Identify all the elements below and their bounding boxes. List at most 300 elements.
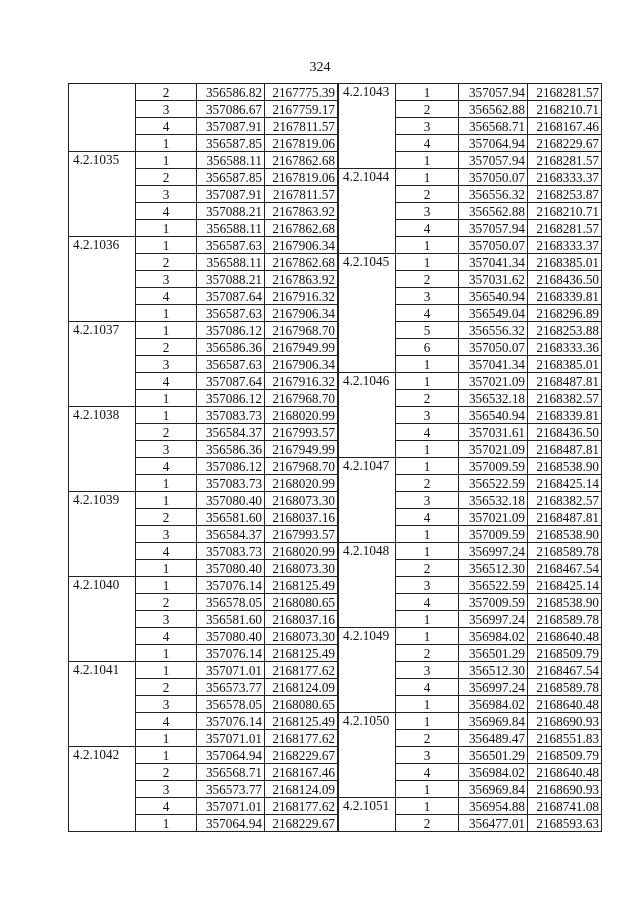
x-coordinate: 357076.14 <box>197 645 265 662</box>
x-coordinate: 357064.94 <box>197 815 265 832</box>
y-coordinate: 2168385.01 <box>528 254 602 271</box>
y-coordinate: 2168177.62 <box>265 730 338 747</box>
table-row <box>69 322 338 339</box>
y-coordinate: 2168538.90 <box>528 594 602 611</box>
parcel-id: 4.2.1041 <box>69 662 136 747</box>
x-coordinate: 356540.94 <box>459 288 528 305</box>
point-number: 3 <box>396 662 459 679</box>
point-number: 3 <box>396 747 459 764</box>
parcel-id: 4.2.1051 <box>339 798 396 832</box>
x-coordinate: 356586.82 <box>197 84 265 101</box>
x-coordinate: 356562.88 <box>459 101 528 118</box>
point-number: 1 <box>136 305 197 322</box>
parcel-id: 4.2.1050 <box>339 713 396 798</box>
point-number: 1 <box>136 390 197 407</box>
x-coordinate: 356549.04 <box>459 305 528 322</box>
y-coordinate: 2167862.68 <box>265 152 338 169</box>
point-number: 2 <box>396 186 459 203</box>
x-coordinate: 356578.05 <box>197 696 265 713</box>
x-coordinate: 357087.64 <box>197 288 265 305</box>
y-coordinate: 2167775.39 <box>265 84 338 101</box>
x-coordinate: 357071.01 <box>197 662 265 679</box>
x-coordinate: 356556.32 <box>459 322 528 339</box>
x-coordinate: 356984.02 <box>459 696 528 713</box>
y-coordinate: 2168177.62 <box>265 662 338 679</box>
x-coordinate: 356954.88 <box>459 798 528 815</box>
point-number: 1 <box>136 322 197 339</box>
point-number: 4 <box>396 220 459 237</box>
point-number: 4 <box>136 458 197 475</box>
point-number: 4 <box>136 628 197 645</box>
point-number: 3 <box>396 288 459 305</box>
x-coordinate: 356997.24 <box>459 543 528 560</box>
y-coordinate: 2168125.49 <box>265 645 338 662</box>
x-coordinate: 356584.37 <box>197 424 265 441</box>
parcel-id: 4.2.1048 <box>339 543 396 628</box>
x-coordinate: 356969.84 <box>459 781 528 798</box>
y-coordinate: 2168589.78 <box>528 611 602 628</box>
table-row <box>69 747 338 764</box>
point-number: 2 <box>136 679 197 696</box>
point-number: 1 <box>136 560 197 577</box>
point-number: 6 <box>396 339 459 356</box>
point-number: 4 <box>396 594 459 611</box>
y-coordinate: 2168382.57 <box>528 492 602 509</box>
x-coordinate: 356587.63 <box>197 356 265 373</box>
y-coordinate: 2168333.37 <box>528 237 602 254</box>
x-coordinate: 356512.30 <box>459 662 528 679</box>
parcel-id: 4.2.1045 <box>339 254 396 373</box>
y-coordinate: 2168281.57 <box>528 152 602 169</box>
y-coordinate: 2168281.57 <box>528 220 602 237</box>
x-coordinate: 356573.77 <box>197 679 265 696</box>
x-coordinate: 356586.36 <box>197 441 265 458</box>
point-number: 3 <box>396 407 459 424</box>
x-coordinate: 357021.09 <box>459 509 528 526</box>
x-coordinate: 357050.07 <box>459 237 528 254</box>
table-row <box>339 169 602 186</box>
point-number: 1 <box>396 526 459 543</box>
point-number: 1 <box>396 84 459 101</box>
x-coordinate: 357064.94 <box>459 135 528 152</box>
y-coordinate: 2167906.34 <box>265 356 338 373</box>
y-coordinate: 2168073.30 <box>265 628 338 645</box>
point-number: 1 <box>396 628 459 645</box>
parcel-id: 4.2.1049 <box>339 628 396 713</box>
point-number: 1 <box>396 237 459 254</box>
x-coordinate: 357076.14 <box>197 577 265 594</box>
point-number: 3 <box>136 101 197 118</box>
x-coordinate: 357087.91 <box>197 186 265 203</box>
y-coordinate: 2168382.57 <box>528 390 602 407</box>
table-row <box>69 577 338 594</box>
x-coordinate: 357031.61 <box>459 424 528 441</box>
point-number: 4 <box>136 373 197 390</box>
point-number: 4 <box>136 203 197 220</box>
x-coordinate: 357009.59 <box>459 594 528 611</box>
y-coordinate: 2168487.81 <box>528 441 602 458</box>
y-coordinate: 2168690.93 <box>528 781 602 798</box>
parcel-id: 4.2.1039 <box>69 492 136 577</box>
y-coordinate: 2167906.34 <box>265 237 338 254</box>
y-coordinate: 2168073.30 <box>265 492 338 509</box>
x-coordinate: 356969.84 <box>459 713 528 730</box>
x-coordinate: 356587.85 <box>197 135 265 152</box>
point-number: 1 <box>136 815 197 832</box>
x-coordinate: 357009.59 <box>459 458 528 475</box>
x-coordinate: 356578.05 <box>197 594 265 611</box>
point-number: 4 <box>396 679 459 696</box>
y-coordinate: 2167993.57 <box>265 424 338 441</box>
y-coordinate: 2168436.50 <box>528 424 602 441</box>
x-coordinate: 357080.40 <box>197 560 265 577</box>
table-row <box>339 798 602 815</box>
y-coordinate: 2168487.81 <box>528 373 602 390</box>
x-coordinate: 356997.24 <box>459 611 528 628</box>
x-coordinate: 356587.63 <box>197 305 265 322</box>
y-coordinate: 2168538.90 <box>528 458 602 475</box>
y-coordinate: 2168037.16 <box>265 509 338 526</box>
point-number: 1 <box>396 543 459 560</box>
y-coordinate: 2167949.99 <box>265 339 338 356</box>
y-coordinate: 2168229.67 <box>265 747 338 764</box>
parcel-id: 4.2.1038 <box>69 407 136 492</box>
x-coordinate: 356587.85 <box>197 169 265 186</box>
y-coordinate: 2167968.70 <box>265 322 338 339</box>
y-coordinate: 2168487.81 <box>528 509 602 526</box>
x-coordinate: 357086.12 <box>197 322 265 339</box>
y-coordinate: 2168589.78 <box>528 543 602 560</box>
x-coordinate: 356522.59 <box>459 577 528 594</box>
x-coordinate: 357041.34 <box>459 254 528 271</box>
y-coordinate: 2168167.46 <box>265 764 338 781</box>
x-coordinate: 357057.94 <box>459 220 528 237</box>
x-coordinate: 356556.32 <box>459 186 528 203</box>
parcel-id: 4.2.1037 <box>69 322 136 407</box>
y-coordinate: 2168167.46 <box>528 118 602 135</box>
table-row <box>69 492 338 509</box>
point-number: 3 <box>136 271 197 288</box>
point-number: 1 <box>136 645 197 662</box>
table-row <box>69 662 338 679</box>
y-coordinate: 2167811.57 <box>265 186 338 203</box>
parcel-id: 4.2.1043 <box>339 84 396 169</box>
x-coordinate: 357071.01 <box>197 798 265 815</box>
coordinates-table-right <box>338 83 602 832</box>
point-number: 2 <box>396 271 459 288</box>
x-coordinate: 357086.12 <box>197 458 265 475</box>
y-coordinate: 2168551.83 <box>528 730 602 747</box>
x-coordinate: 356984.02 <box>459 628 528 645</box>
y-coordinate: 2167906.34 <box>265 305 338 322</box>
table-row <box>339 84 602 101</box>
y-coordinate: 2167863.92 <box>265 203 338 220</box>
x-coordinate: 357050.07 <box>459 169 528 186</box>
y-coordinate: 2167862.68 <box>265 254 338 271</box>
x-coordinate: 356512.30 <box>459 560 528 577</box>
point-number: 2 <box>396 560 459 577</box>
parcel-id: 4.2.1047 <box>339 458 396 543</box>
y-coordinate: 2167759.17 <box>265 101 338 118</box>
x-coordinate: 356568.71 <box>197 764 265 781</box>
x-coordinate: 356489.47 <box>459 730 528 747</box>
point-number: 2 <box>396 390 459 407</box>
point-number: 2 <box>136 594 197 611</box>
point-number: 1 <box>396 441 459 458</box>
point-number: 2 <box>136 764 197 781</box>
y-coordinate: 2168080.65 <box>265 696 338 713</box>
x-coordinate: 356581.60 <box>197 509 265 526</box>
point-number: 1 <box>136 135 197 152</box>
point-number: 3 <box>396 203 459 220</box>
x-coordinate: 356532.18 <box>459 492 528 509</box>
point-number: 3 <box>396 577 459 594</box>
table-row <box>69 237 338 254</box>
point-number: 1 <box>136 220 197 237</box>
y-coordinate: 2168467.54 <box>528 560 602 577</box>
point-number: 1 <box>396 611 459 628</box>
y-coordinate: 2168253.87 <box>528 186 602 203</box>
y-coordinate: 2167968.70 <box>265 390 338 407</box>
point-number: 4 <box>396 764 459 781</box>
x-coordinate: 357087.91 <box>197 118 265 135</box>
point-number: 1 <box>396 781 459 798</box>
point-number: 3 <box>396 118 459 135</box>
x-coordinate: 356581.60 <box>197 611 265 628</box>
point-number: 1 <box>396 798 459 815</box>
point-number: 3 <box>396 492 459 509</box>
x-coordinate: 356540.94 <box>459 407 528 424</box>
parcel-id: 4.2.1044 <box>339 169 396 254</box>
parcel-id: 4.2.1036 <box>69 237 136 322</box>
y-coordinate: 2168509.79 <box>528 747 602 764</box>
point-number: 3 <box>136 441 197 458</box>
y-coordinate: 2167819.06 <box>265 135 338 152</box>
y-coordinate: 2168229.67 <box>528 135 602 152</box>
x-coordinate: 357086.67 <box>197 101 265 118</box>
y-coordinate: 2168124.09 <box>265 679 338 696</box>
y-coordinate: 2168593.63 <box>528 815 602 832</box>
x-coordinate: 357057.94 <box>459 152 528 169</box>
y-coordinate: 2167968.70 <box>265 458 338 475</box>
x-coordinate: 357050.07 <box>459 339 528 356</box>
y-coordinate: 2168640.48 <box>528 696 602 713</box>
table-row <box>339 254 602 271</box>
parcel-id: 4.2.1040 <box>69 577 136 662</box>
y-coordinate: 2168020.99 <box>265 475 338 492</box>
point-number: 1 <box>396 152 459 169</box>
x-coordinate: 357076.14 <box>197 713 265 730</box>
x-coordinate: 357087.64 <box>197 373 265 390</box>
y-coordinate: 2168333.36 <box>528 339 602 356</box>
table-row <box>69 84 338 101</box>
y-coordinate: 2167863.92 <box>265 271 338 288</box>
point-number: 1 <box>136 492 197 509</box>
x-coordinate: 357088.21 <box>197 271 265 288</box>
x-coordinate: 357064.94 <box>197 747 265 764</box>
point-number: 3 <box>136 611 197 628</box>
x-coordinate: 356522.59 <box>459 475 528 492</box>
point-number: 1 <box>136 152 197 169</box>
y-coordinate: 2168125.49 <box>265 713 338 730</box>
y-coordinate: 2168177.62 <box>265 798 338 815</box>
point-number: 1 <box>136 577 197 594</box>
point-number: 1 <box>396 356 459 373</box>
x-coordinate: 357080.40 <box>197 628 265 645</box>
y-coordinate: 2168425.14 <box>528 475 602 492</box>
point-number: 4 <box>136 118 197 135</box>
point-number: 2 <box>396 645 459 662</box>
x-coordinate: 356501.29 <box>459 645 528 662</box>
y-coordinate: 2167811.57 <box>265 118 338 135</box>
y-coordinate: 2168125.49 <box>265 577 338 594</box>
y-coordinate: 2168229.67 <box>265 815 338 832</box>
point-number: 1 <box>396 713 459 730</box>
y-coordinate: 2168467.54 <box>528 662 602 679</box>
x-coordinate: 356588.11 <box>197 254 265 271</box>
y-coordinate: 2168073.30 <box>265 560 338 577</box>
parcel-id: 4.2.1035 <box>69 152 136 237</box>
x-coordinate: 357086.12 <box>197 390 265 407</box>
y-coordinate: 2168020.99 <box>265 407 338 424</box>
point-number: 4 <box>136 713 197 730</box>
table-row <box>339 543 602 560</box>
table-row <box>339 458 602 475</box>
point-number: 1 <box>396 696 459 713</box>
y-coordinate: 2168210.71 <box>528 101 602 118</box>
y-coordinate: 2168333.37 <box>528 169 602 186</box>
x-coordinate: 356586.36 <box>197 339 265 356</box>
y-coordinate: 2167916.32 <box>265 288 338 305</box>
parcel-id: 4.2.1042 <box>69 747 136 832</box>
y-coordinate: 2168538.90 <box>528 526 602 543</box>
y-coordinate: 2168339.81 <box>528 288 602 305</box>
x-coordinate: 356562.88 <box>459 203 528 220</box>
point-number: 4 <box>136 798 197 815</box>
point-number: 4 <box>396 424 459 441</box>
y-coordinate: 2168339.81 <box>528 407 602 424</box>
table-row <box>339 628 602 645</box>
table-row <box>339 373 602 390</box>
x-coordinate: 357083.73 <box>197 543 265 560</box>
point-number: 3 <box>136 781 197 798</box>
point-number: 2 <box>396 475 459 492</box>
point-number: 2 <box>136 254 197 271</box>
y-coordinate: 2167819.06 <box>265 169 338 186</box>
x-coordinate: 357083.73 <box>197 475 265 492</box>
y-coordinate: 2168436.50 <box>528 271 602 288</box>
x-coordinate: 357021.09 <box>459 441 528 458</box>
x-coordinate: 356573.77 <box>197 781 265 798</box>
y-coordinate: 2168037.16 <box>265 611 338 628</box>
x-coordinate: 357071.01 <box>197 730 265 747</box>
x-coordinate: 356477.01 <box>459 815 528 832</box>
point-number: 1 <box>136 475 197 492</box>
point-number: 1 <box>136 407 197 424</box>
y-coordinate: 2168690.93 <box>528 713 602 730</box>
x-coordinate: 357009.59 <box>459 526 528 543</box>
x-coordinate: 356532.18 <box>459 390 528 407</box>
y-coordinate: 2167993.57 <box>265 526 338 543</box>
point-number: 1 <box>396 169 459 186</box>
x-coordinate: 356501.29 <box>459 747 528 764</box>
point-number: 1 <box>396 254 459 271</box>
coordinates-table-left <box>68 83 338 832</box>
x-coordinate: 357021.09 <box>459 373 528 390</box>
x-coordinate: 357057.94 <box>459 84 528 101</box>
y-coordinate: 2168296.89 <box>528 305 602 322</box>
point-number: 3 <box>136 186 197 203</box>
point-number: 5 <box>396 322 459 339</box>
parcel-id <box>69 84 136 152</box>
table-row <box>69 407 338 424</box>
y-coordinate: 2168080.65 <box>265 594 338 611</box>
point-number: 4 <box>136 543 197 560</box>
point-number: 2 <box>136 509 197 526</box>
point-number: 1 <box>136 747 197 764</box>
table-row <box>69 152 338 169</box>
x-coordinate: 356584.37 <box>197 526 265 543</box>
point-number: 1 <box>396 373 459 390</box>
point-number: 3 <box>136 696 197 713</box>
y-coordinate: 2168281.57 <box>528 84 602 101</box>
point-number: 2 <box>136 169 197 186</box>
y-coordinate: 2168210.71 <box>528 203 602 220</box>
point-number: 2 <box>396 815 459 832</box>
x-coordinate: 357080.40 <box>197 492 265 509</box>
y-coordinate: 2168425.14 <box>528 577 602 594</box>
point-number: 4 <box>396 135 459 152</box>
point-number: 1 <box>136 662 197 679</box>
y-coordinate: 2168589.78 <box>528 679 602 696</box>
point-number: 1 <box>396 458 459 475</box>
y-coordinate: 2168253.88 <box>528 322 602 339</box>
x-coordinate: 356588.11 <box>197 152 265 169</box>
page-number: 324 <box>309 60 331 75</box>
x-coordinate: 357083.73 <box>197 407 265 424</box>
point-number: 1 <box>136 237 197 254</box>
x-coordinate: 356997.24 <box>459 679 528 696</box>
point-number: 3 <box>136 356 197 373</box>
y-coordinate: 2168385.01 <box>528 356 602 373</box>
y-coordinate: 2168124.09 <box>265 781 338 798</box>
x-coordinate: 357031.62 <box>459 271 528 288</box>
table-row <box>339 713 602 730</box>
point-number: 4 <box>136 288 197 305</box>
y-coordinate: 2167949.99 <box>265 441 338 458</box>
x-coordinate: 356568.71 <box>459 118 528 135</box>
point-number: 2 <box>136 339 197 356</box>
y-coordinate: 2168741.08 <box>528 798 602 815</box>
point-number: 1 <box>136 730 197 747</box>
point-number: 2 <box>136 84 197 101</box>
y-coordinate: 2168640.48 <box>528 628 602 645</box>
x-coordinate: 357088.21 <box>197 203 265 220</box>
y-coordinate: 2168020.99 <box>265 543 338 560</box>
x-coordinate: 356587.63 <box>197 237 265 254</box>
x-coordinate: 357041.34 <box>459 356 528 373</box>
x-coordinate: 356588.11 <box>197 220 265 237</box>
point-number: 2 <box>396 730 459 747</box>
point-number: 4 <box>396 509 459 526</box>
point-number: 4 <box>396 305 459 322</box>
point-number: 2 <box>136 424 197 441</box>
x-coordinate: 356984.02 <box>459 764 528 781</box>
point-number: 3 <box>136 526 197 543</box>
y-coordinate: 2168640.48 <box>528 764 602 781</box>
point-number: 2 <box>396 101 459 118</box>
y-coordinate: 2167862.68 <box>265 220 338 237</box>
